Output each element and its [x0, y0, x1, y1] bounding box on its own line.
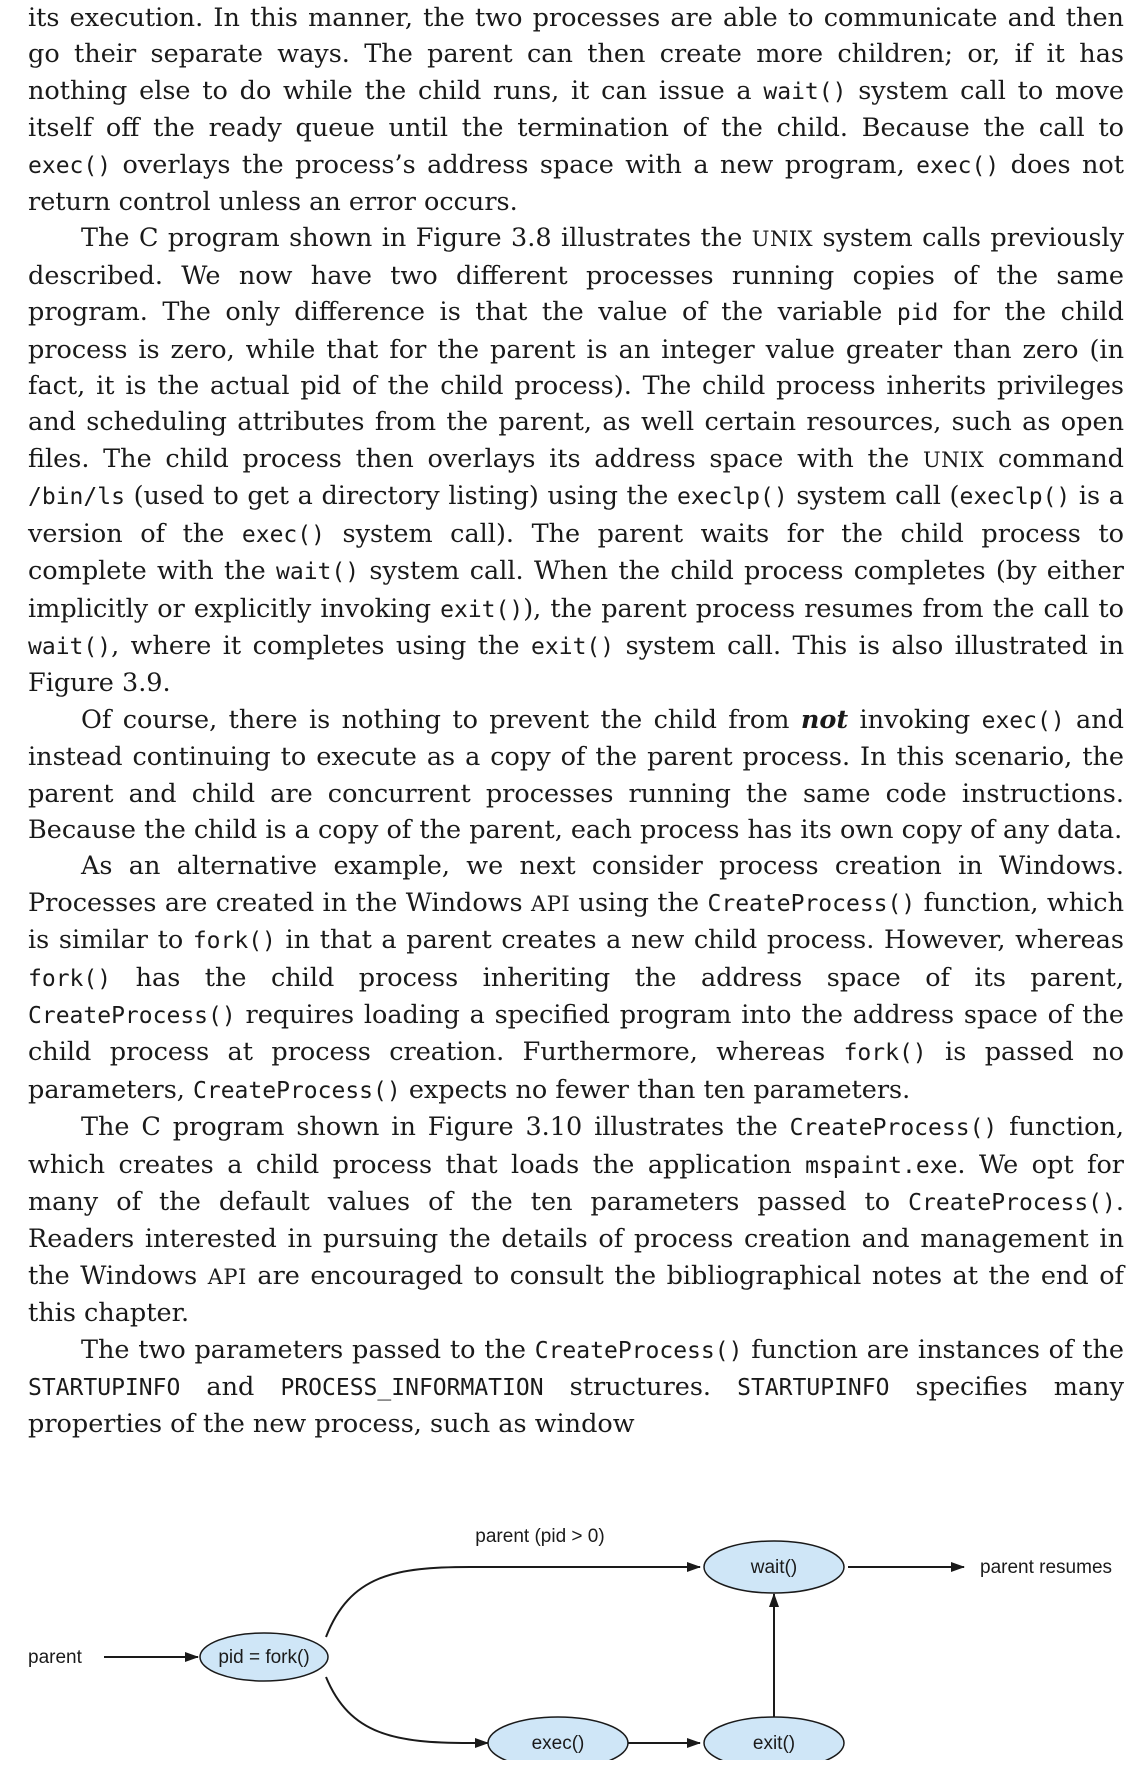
code-term: exec()	[981, 707, 1065, 734]
acronym: API	[531, 891, 571, 916]
node-exec-label: exec()	[531, 1733, 585, 1754]
code-term: CreateProcess()	[28, 1002, 236, 1029]
text-run: structures.	[543, 1372, 738, 1403]
text-run: for the child process is zero, while that for the parent is an integer value greater than zero (in fact, it is the actual pid of the child process). The child process inherits privileges and scheduling attributes from the parent, as well certain resources, such as open files. The child process then overlays its address space with the	[28, 297, 1124, 474]
text-run: and	[180, 1372, 281, 1403]
paragraph-p4	[28, 848, 1124, 1109]
paragraph-p3	[28, 702, 1124, 849]
node-exit	[704, 1717, 844, 1760]
code-term: PROCESS_INFORMATION	[280, 1375, 544, 1402]
code-term: exit()	[531, 633, 615, 660]
edge-fork-to-wait	[326, 1567, 700, 1637]
code-term: CreateProcess()	[707, 890, 916, 917]
acronym: UNIX	[922, 447, 985, 472]
text-run: specifies many properties of the new process, such as window	[28, 1372, 1124, 1440]
code-term: exec()	[28, 152, 112, 179]
code-term: execlp()	[959, 484, 1071, 511]
text-run: (used to get a directory listing) using the	[124, 481, 677, 512]
text-run: invoking	[848, 704, 982, 735]
code-term: wait()	[763, 78, 847, 105]
text-run: system calls previously described. We now have two different processes running copies of the same program. The only difference is that the value of the variable	[28, 223, 1124, 328]
text-run: system call). The parent waits for the child process to complete with the	[28, 518, 1124, 587]
code-term: wait()	[28, 633, 112, 660]
node-exit-label: exit()	[752, 1733, 796, 1754]
label-parent-resumes: parent resumes	[980, 1557, 1113, 1578]
label-parent-branch: parent (pid > 0)	[475, 1526, 605, 1547]
text-run: using the	[570, 887, 708, 918]
text-run: is a version of the	[28, 481, 1124, 549]
code-term: execlp()	[676, 484, 788, 511]
node-fork	[200, 1633, 328, 1681]
code-term: fork()	[843, 1040, 927, 1067]
paragraph-p1	[28, 0, 1124, 220]
node-wait-label: wait()	[750, 1557, 798, 1578]
code-term: exec()	[916, 152, 1000, 179]
code-term: fork()	[28, 965, 112, 992]
text-run: are encouraged to consult the bibliographical notes at the end of this chapter.	[28, 1260, 1124, 1329]
text-run: , where it completes using the	[111, 630, 532, 661]
text-run: in that a parent creates a new child process. However, whereas	[275, 925, 1124, 956]
code-term: STARTUPINFO	[28, 1375, 181, 1402]
text-run: system call. This is also illustrated in Figure 3.9.	[28, 630, 1124, 699]
text-run: and instead continuing to execute as a copy of the parent process. In this scenario, the parent and child are concurrent processes running the same code instructions. Because the child is a copy of the parent, each process has its own copy of any data.	[28, 704, 1125, 845]
text-run: its execution. In this manner, the two processes are able to communicate and then go their separate ways. The parent can then create more children; or, if it has nothing else to do while the child runs, it can issue a	[28, 3, 1124, 106]
text-run: ), the parent process resumes from the call to	[523, 593, 1125, 624]
edge-fork-to-exec	[326, 1677, 488, 1743]
code-term: CreateProcess()	[193, 1077, 401, 1104]
text-run: The C program shown in Figure 3.10 illustrates the	[81, 1112, 790, 1143]
text-run: . Readers interested in pursuing the details of process creation and management in the Windows	[28, 1187, 1124, 1291]
fork-exec-diagram	[0, 1160, 1136, 1760]
code-term: exec()	[241, 521, 325, 548]
node-exec	[488, 1717, 628, 1760]
label-parent: parent	[28, 1647, 82, 1668]
text-run: is passed no parameters,	[28, 1037, 1124, 1105]
text-run: . We opt for many of the default values of the ten parameters passed to	[28, 1149, 1124, 1217]
code-term: pid	[896, 300, 939, 327]
code-term: mspaint.exe	[805, 1152, 958, 1179]
paragraph-p2	[28, 220, 1124, 701]
process-creation-figure	[0, 1160, 1136, 1760]
text-run: system call. When the child process completes (by either implicitly or explicitly invoking	[28, 556, 1125, 624]
text-run: command	[984, 443, 1124, 474]
code-term: /bin/ls	[28, 484, 125, 511]
code-term: CreateProcess()	[908, 1190, 1116, 1216]
code-term: STARTUPINFO	[737, 1375, 890, 1402]
text-run: As an alternative example, we next consider process creation in Windows. Processes are created in the Windows	[28, 851, 1124, 918]
acronym: UNIX	[751, 227, 814, 252]
text-run: has the child process inheriting the address space of its parent,	[111, 962, 1124, 993]
code-term: wait()	[276, 559, 360, 586]
text-run: expects no fewer than ten parameters.	[400, 1074, 911, 1105]
text-run: overlays the process’s address space with a new program,	[111, 149, 917, 180]
code-term: CreateProcess()	[789, 1115, 998, 1142]
node-wait	[704, 1541, 844, 1593]
text-run: Of course, there is nothing to prevent the child from	[81, 704, 801, 735]
text-run: The C program shown in Figure 3.8 illustrates the	[81, 223, 752, 254]
text-run: system call (	[787, 481, 960, 512]
text-run: system call to move itself off the ready queue until the termination of the child. Because the call to	[28, 75, 1124, 144]
code-term: exit()	[440, 596, 524, 623]
node-fork-label: pid = fork()	[218, 1647, 310, 1668]
emphasis: not	[800, 704, 849, 735]
text-run: The two parameters passed to the	[81, 1334, 535, 1365]
code-term: CreateProcess()	[534, 1337, 743, 1364]
acronym: API	[207, 1264, 247, 1289]
text-run: requires loading a specified program into the address space of the child process at process creation. Furthermore, whereas	[28, 999, 1124, 1068]
text-run: function are instances of the	[742, 1334, 1124, 1365]
text-run: function, which is similar to	[28, 887, 1125, 956]
text-run: does not return control unless an error occurs.	[28, 149, 1124, 218]
code-term: fork()	[192, 928, 276, 955]
text-run: function, which creates a child process that loads the application	[28, 1112, 1124, 1180]
